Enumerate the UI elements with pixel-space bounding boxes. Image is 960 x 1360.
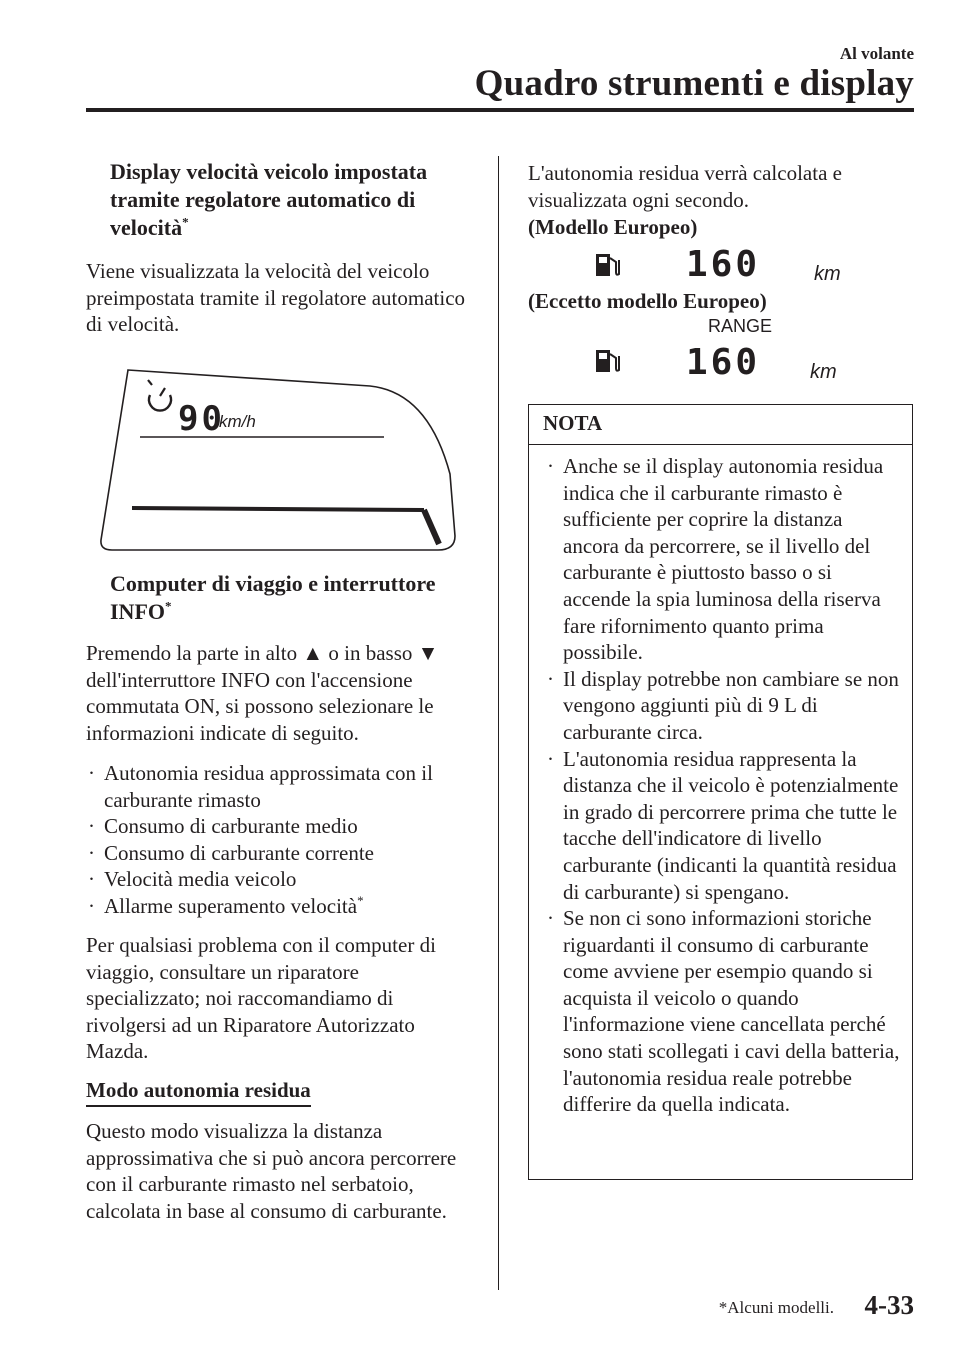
- note-item: · Anche se il display autonomia residua indica che il carburante rimasto è sufficiente per coprire la distanza ancora da percorrere, se il livello del carburante è piuttosto basso o si accende la spia luminosa della riserva fare rifornimento quanto prima possibile.: [547, 453, 900, 666]
- note-item: · L'autonomia residua rappresenta la distanza che il veicolo è potenzialmente in grado di percorrere prima che tutte le tacche dell'indicatore di livello carburante (indicanti la quantità residua di carburante) si spengano.: [547, 746, 900, 906]
- note-item: · Se non ci sono informazioni storiche riguardanti il consumo di carburante come avviene per esempio quando si acquista il veicolo o quando l'informazione viene cancellata perché sono stati scollegati i cavi della batteria, l'autonomia residua reale potrebbe differire da quella indicata.: [547, 905, 900, 1118]
- heading-range-mode: Modo autonomia residua: [86, 1076, 311, 1107]
- page-number: 4-33: [864, 1290, 914, 1320]
- list-item: · Velocità media veicolo: [88, 866, 473, 893]
- display-bar-end: [424, 510, 439, 544]
- label-non-european-model: (Eccetto modello Europeo): [528, 289, 767, 313]
- list-item: · Consumo di carburante medio: [88, 813, 473, 840]
- paragraph-range-update: L'autonomia residua verrà calcolata e visualizzata ogni secondo.: [528, 161, 842, 212]
- display-bar: [132, 508, 424, 510]
- paragraph-range-mode: Questo modo visualizza la distanza approssimativa che si può ancora percorrere con il carburante rimasto nel serbatoio, calcolata in base al consumo di carburante.: [86, 1119, 457, 1223]
- display-outline: [101, 370, 455, 550]
- info-list: [88, 760, 473, 920]
- cruise-speed-value: 90: [178, 399, 225, 439]
- range-value: 160: [686, 342, 761, 383]
- range-display-eu: [590, 242, 850, 286]
- header-rule: [86, 108, 914, 112]
- cruise-speed-unit: km/h: [219, 412, 256, 431]
- list-item: · Allarme superamento velocità*: [88, 893, 473, 920]
- label-european-model: (Modello Europeo): [528, 215, 698, 239]
- paragraph-service: Per qualsiasi problema con il computer di viaggio, consultare un riparatore specializzato; noi raccomandiamo di rivolgersi ad un Riparatore Autorizzato Mazda.: [86, 933, 436, 1064]
- range-value: 160: [686, 244, 761, 285]
- column-divider: [498, 156, 499, 1290]
- list-item: · Autonomia residua approssimata con il carburante rimasto: [88, 760, 473, 813]
- note-item: · Il display potrebbe non cambiare se non vengono aggiunti più di 9 L di carburante circa.: [547, 666, 900, 746]
- subheading-cruise-speed: Display velocità veicolo impostata tramite regolatore automatico di velocità*: [110, 159, 428, 240]
- fuel-pump-icon: [596, 350, 619, 372]
- fuel-pump-icon: [596, 254, 619, 276]
- cruise-icon: [148, 380, 171, 411]
- note-body: [529, 445, 912, 1118]
- range-unit: km: [814, 263, 841, 285]
- cruise-speed-display-illustration: [98, 364, 458, 554]
- subheading-trip-computer: Computer di viaggio e interruttore INFO*: [110, 571, 436, 624]
- range-display-non-eu: [590, 312, 850, 384]
- note-box: [528, 404, 913, 1180]
- header-section: Al volante: [839, 44, 914, 63]
- page-title: Quadro strumenti e display: [474, 63, 914, 104]
- footnote: *Alcuni modelli.: [718, 1298, 834, 1317]
- range-unit: km: [810, 361, 837, 383]
- note-title: NOTA: [529, 405, 912, 445]
- range-label: RANGE: [708, 316, 773, 336]
- paragraph-cruise: Viene visualizzata la velocità del veicolo preimpostata tramite il regolatore automatico di velocità.: [86, 259, 466, 337]
- list-item: · Consumo di carburante corrente: [88, 840, 473, 867]
- paragraph-info-switch: Premendo la parte in alto ▲ o in basso ▼ dell'interruttore INFO con l'accensione commutata ON, si possono selezionare le informazioni indicate di seguito.: [86, 641, 439, 745]
